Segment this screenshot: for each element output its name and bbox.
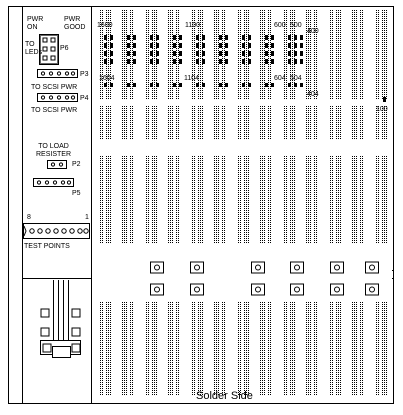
pin-pad <box>156 35 159 40</box>
pin-pad <box>288 59 291 64</box>
pin-pad <box>242 51 245 56</box>
pin-pad <box>294 43 297 48</box>
pin-pad <box>156 59 159 64</box>
pin-pad <box>150 83 153 87</box>
pin-pad <box>248 51 251 56</box>
pin-pad <box>127 35 130 40</box>
pin-pad <box>294 59 297 64</box>
screw-pad <box>252 262 265 273</box>
p4-label: P4 <box>80 95 89 102</box>
row-gap <box>92 244 392 257</box>
p2-connector <box>48 161 67 169</box>
pin-pad <box>300 59 303 64</box>
pin-pad <box>271 83 274 87</box>
pin-pad <box>127 59 130 64</box>
pin-pad <box>300 83 303 87</box>
dot-column <box>237 10 242 395</box>
pin-pad <box>150 59 153 64</box>
pin-pad <box>300 35 303 40</box>
dot-column <box>267 10 272 395</box>
dot-column <box>122 10 127 395</box>
test-point-1-label: 1 <box>85 214 89 221</box>
pin-pad <box>271 43 274 48</box>
pin-pad <box>288 35 291 40</box>
pin-pad <box>271 51 274 56</box>
pin-pad <box>173 59 176 64</box>
p6-label: P6 <box>60 45 69 52</box>
dot-column <box>260 10 265 395</box>
pin-pad <box>173 35 176 40</box>
pin-pad <box>133 35 136 40</box>
dot-column <box>336 10 341 395</box>
screw-pad <box>366 262 379 273</box>
row-gap <box>92 100 392 106</box>
dot-column <box>221 10 226 395</box>
pin-pad <box>156 43 159 48</box>
screw-pad <box>291 262 304 273</box>
dot-column <box>129 10 134 395</box>
dot-column <box>352 10 357 395</box>
dot-column <box>99 10 104 395</box>
pin-pad <box>150 43 153 48</box>
pin-pad <box>179 59 182 64</box>
pin-pad <box>271 35 274 40</box>
pin-pad <box>127 83 130 87</box>
dot-column <box>191 10 196 395</box>
pin-pad <box>300 43 303 48</box>
pin-pad <box>173 83 176 87</box>
bottom-row-label-604: 604 <box>274 75 286 82</box>
top-row-label-500: 500 <box>290 22 302 29</box>
pin-pad <box>104 83 107 87</box>
pin-pad <box>225 35 228 40</box>
test-points-label: TEST POINTS <box>24 243 70 250</box>
pin-pad <box>133 51 136 56</box>
dot-column <box>306 10 311 395</box>
pwr-good-label: PWR GOOD <box>64 16 86 31</box>
pin-pad <box>150 35 153 40</box>
p5-label: P5 <box>72 190 81 197</box>
screw-pad <box>252 284 265 295</box>
mounting-bracket <box>41 280 81 358</box>
pin-pad <box>104 51 107 56</box>
pin-pad <box>265 35 268 40</box>
top-row-label-400: 400 <box>307 28 319 35</box>
crossbar-gap <box>92 257 392 301</box>
bottom-row-label-1104: 1104 <box>184 75 200 82</box>
pin-pad <box>248 59 251 64</box>
pin-pad <box>294 35 297 40</box>
test-point-pins <box>30 229 88 233</box>
pin-pad <box>225 43 228 48</box>
test-points-bracket <box>24 226 26 236</box>
pin-pad <box>196 59 199 64</box>
dot-column <box>145 10 150 395</box>
dot-column <box>214 10 219 395</box>
p3-pins <box>41 72 74 75</box>
pin-pad <box>219 43 222 48</box>
pin-pad <box>383 97 386 102</box>
pin-pad <box>225 51 228 56</box>
pin-pad <box>196 83 199 87</box>
dot-column <box>244 10 249 395</box>
pin-pad <box>196 51 199 56</box>
dot-column <box>290 10 295 395</box>
solder-side-label: Solder Side <box>196 390 253 402</box>
pin-pad <box>219 83 222 87</box>
pin-pad <box>133 43 136 48</box>
p2-pins <box>51 163 62 166</box>
screw-pad <box>331 262 344 273</box>
pin-pad <box>110 59 113 64</box>
screw-pad <box>366 284 379 295</box>
top-row-label-1100: 1100 <box>185 22 201 29</box>
pin-pad <box>127 43 130 48</box>
pin-pad <box>202 51 205 56</box>
pin-pad <box>179 35 182 40</box>
right-label-100: 100 <box>376 106 388 113</box>
pin-pad <box>127 51 130 56</box>
pin-pad <box>248 43 251 48</box>
pin-pad <box>196 43 199 48</box>
pin-pad <box>196 35 199 40</box>
pin-pad <box>248 35 251 40</box>
pin-pad <box>219 51 222 56</box>
dot-column <box>106 10 111 395</box>
pin-pad <box>133 83 136 87</box>
pin-pad <box>156 83 159 87</box>
pin-pad <box>150 51 153 56</box>
dot-column <box>283 10 288 395</box>
dot-column <box>168 10 173 395</box>
dot-column <box>359 10 364 395</box>
pin-pad <box>179 51 182 56</box>
p3-label: P3 <box>80 71 89 78</box>
pin-pad <box>110 83 113 87</box>
pin-pad <box>288 83 291 87</box>
pin-pad <box>265 83 268 87</box>
pin-pad <box>219 59 222 64</box>
pin-pad <box>225 83 228 87</box>
pin-pad <box>271 59 274 64</box>
pin-pad <box>179 83 182 87</box>
pin-pad <box>242 83 245 87</box>
screw-pad <box>151 284 164 295</box>
bottom-row-label-1604: 1604 <box>99 75 115 82</box>
to-scsi-pwr-label-2: TO SCSI PWR <box>31 107 78 114</box>
pin-pad <box>265 59 268 64</box>
pin-pad <box>219 35 222 40</box>
pin-pad <box>110 51 113 56</box>
p5-pins <box>37 181 70 184</box>
pin-pad <box>300 51 303 56</box>
dot-column <box>175 10 180 395</box>
pin-pad <box>265 51 268 56</box>
to-load-resister-label: TO LOAD RESISTER <box>36 143 72 158</box>
connector-dot-columns <box>92 10 392 395</box>
pin-pad <box>202 59 205 64</box>
bottom-row-label-404: 404 <box>307 91 319 98</box>
screw-pad <box>151 262 164 273</box>
pin-pad <box>156 51 159 56</box>
pin-pad <box>110 43 113 48</box>
pin-pad <box>104 43 107 48</box>
pin-pad <box>104 35 107 40</box>
pin-pad <box>202 83 205 87</box>
pin-pad <box>242 59 245 64</box>
to-scsi-pwr-label-1: TO SCSI PWR <box>31 84 78 91</box>
pin-pad <box>110 35 113 40</box>
dot-column <box>313 10 318 395</box>
p6-pins <box>43 38 55 60</box>
pin-pad <box>202 35 205 40</box>
bottom-row-label-504: 504 <box>290 75 302 82</box>
test-point-8-label: 8 <box>27 214 31 221</box>
pin-pad <box>242 43 245 48</box>
screw-pad <box>191 284 204 295</box>
row-gap <box>92 140 392 156</box>
screw-pad <box>331 284 344 295</box>
screw-pad <box>291 284 304 295</box>
pin-pad <box>173 51 176 56</box>
pin-pad <box>104 59 107 64</box>
p4-pins <box>41 96 74 99</box>
pin-pad <box>173 43 176 48</box>
dot-column <box>198 10 203 395</box>
pin-pad <box>133 59 136 64</box>
pin-pad <box>225 59 228 64</box>
pwr-on-label: PWR ON <box>27 16 44 31</box>
pin-pad <box>288 43 291 48</box>
pin-pad <box>294 51 297 56</box>
pin-pad <box>248 83 251 87</box>
pin-pad <box>288 51 291 56</box>
dot-column <box>375 10 380 395</box>
p6-connector <box>40 35 59 65</box>
pin-pad <box>294 83 297 87</box>
dot-column <box>329 10 334 395</box>
pin-pad <box>202 43 205 48</box>
pin-pad <box>179 43 182 48</box>
pin-pad <box>265 43 268 48</box>
pin-pad <box>242 35 245 40</box>
test-points-block <box>24 224 90 239</box>
dot-column <box>382 10 387 395</box>
p2-label: P2 <box>72 161 81 168</box>
dot-column <box>152 10 157 395</box>
top-row-label-1600: 1600 <box>97 22 113 29</box>
screw-pad <box>191 262 204 273</box>
to-leds-label: TO LEDs <box>25 41 43 56</box>
top-row-label-600: 600 <box>274 22 286 29</box>
